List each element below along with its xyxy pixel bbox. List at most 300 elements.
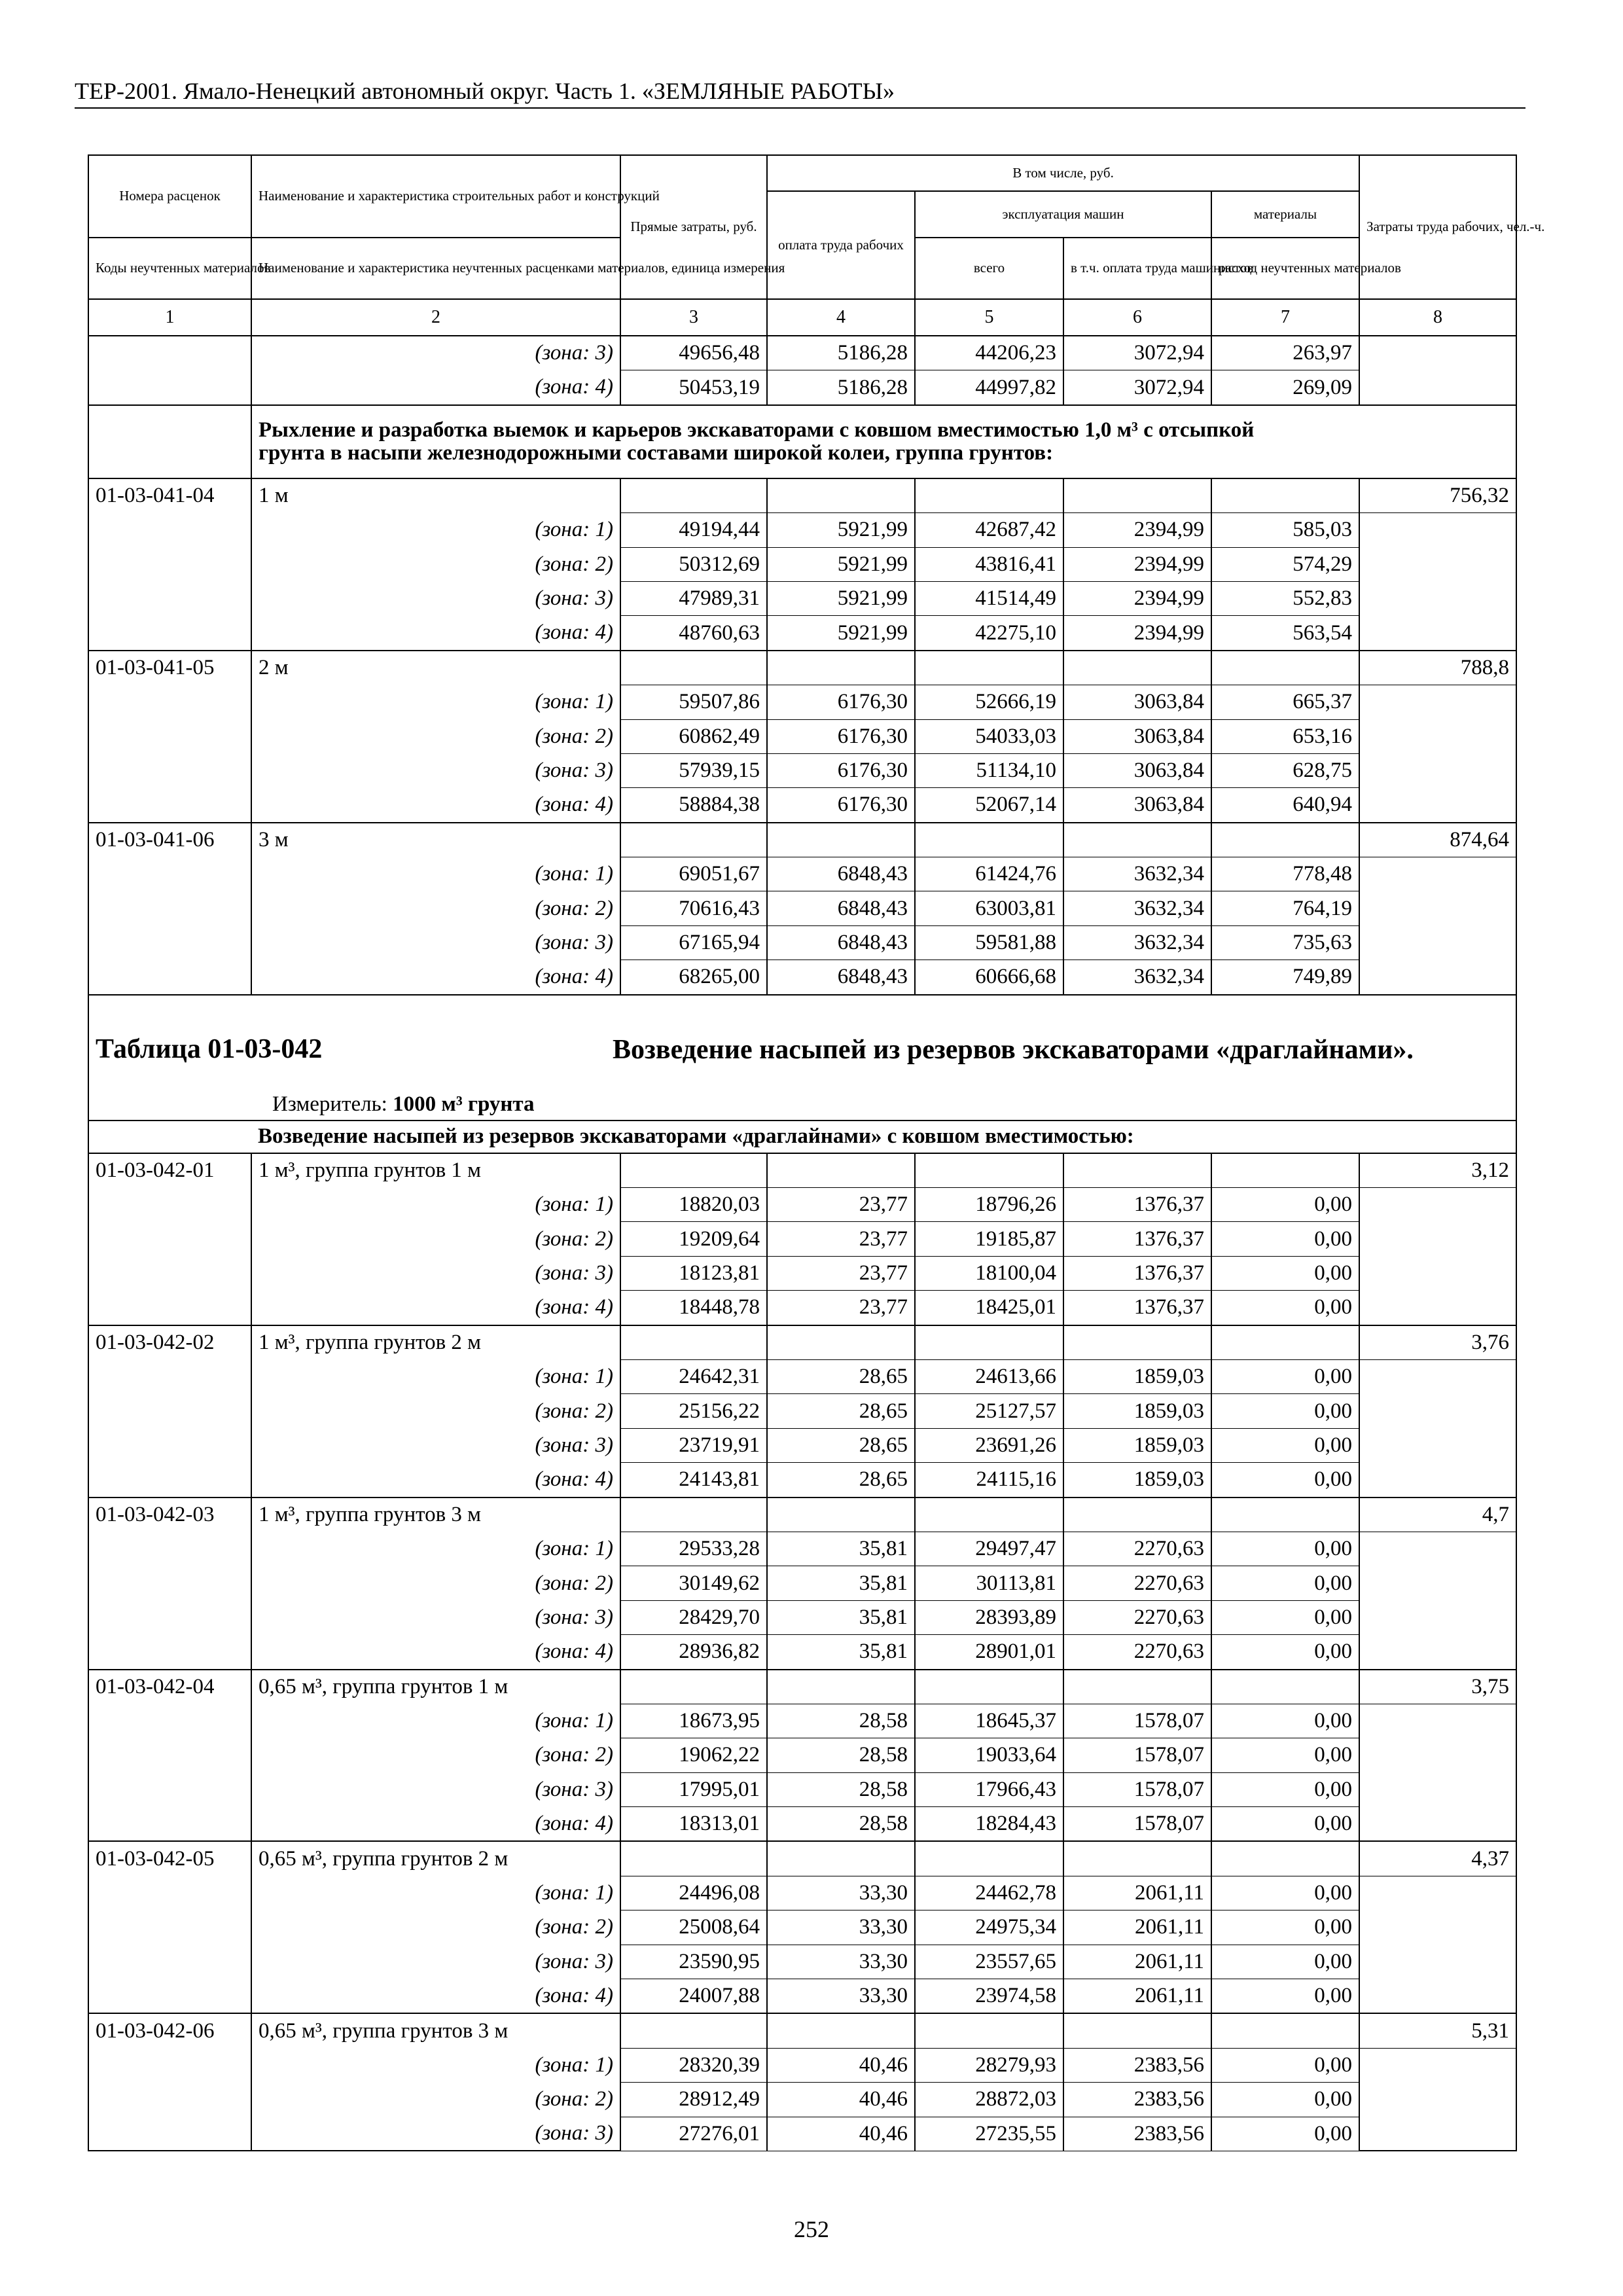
empty-cell bbox=[88, 1876, 251, 1910]
header-materials: материалы bbox=[1211, 191, 1359, 238]
operators-pay: 2061,11 bbox=[1063, 1979, 1211, 2014]
direct-costs: 58884,38 bbox=[620, 788, 767, 823]
zone-label: (зона: 3) bbox=[251, 581, 620, 615]
machines-total: 18425,01 bbox=[915, 1291, 1063, 1325]
machines-total: 51134,10 bbox=[915, 753, 1063, 787]
materials-usage: 0,00 bbox=[1211, 1566, 1359, 1600]
machines-total: 28901,01 bbox=[915, 1635, 1063, 1670]
zone-row bbox=[88, 336, 1516, 370]
machines-total: 42275,10 bbox=[915, 616, 1063, 651]
empty-cell bbox=[620, 478, 767, 513]
empty-cell bbox=[1359, 960, 1516, 995]
zone-label: (зона: 3) bbox=[251, 1772, 620, 1806]
materials-usage: 735,63 bbox=[1211, 925, 1359, 960]
empty-cell bbox=[915, 823, 1063, 857]
zone-row bbox=[88, 1738, 1516, 1772]
direct-costs: 23590,95 bbox=[620, 1945, 767, 1979]
direct-costs: 69051,67 bbox=[620, 857, 767, 891]
operators-pay: 3632,34 bbox=[1063, 925, 1211, 960]
direct-costs: 25008,64 bbox=[620, 1910, 767, 1945]
empty-cell bbox=[1359, 1910, 1516, 1945]
materials-usage: 0,00 bbox=[1211, 1532, 1359, 1566]
materials-usage: 563,54 bbox=[1211, 616, 1359, 651]
rate-name: 1 м bbox=[251, 478, 620, 513]
empty-cell bbox=[1359, 891, 1516, 925]
empty-cell bbox=[88, 1359, 251, 1393]
direct-costs: 47989,31 bbox=[620, 581, 767, 615]
direct-costs: 24007,88 bbox=[620, 1979, 767, 2014]
direct-costs: 27276,01 bbox=[620, 2117, 767, 2151]
labor-pay: 5921,99 bbox=[767, 547, 915, 581]
materials-usage: 778,48 bbox=[1211, 857, 1359, 891]
materials-usage: 0,00 bbox=[1211, 1256, 1359, 1290]
zone-label: (зона: 3) bbox=[251, 1600, 620, 1634]
labor-hours: 4,37 bbox=[1359, 1841, 1516, 1876]
empty-cell bbox=[1359, 1704, 1516, 1738]
machines-total: 52067,14 bbox=[915, 788, 1063, 823]
labor-pay: 33,30 bbox=[767, 1979, 915, 2014]
zone-label: (зона: 3) bbox=[251, 753, 620, 787]
empty-cell bbox=[620, 1841, 767, 1876]
measure-unit: Измеритель: 1000 м³ грунта bbox=[272, 1092, 535, 1116]
zone-label: (зона: 1) bbox=[251, 1704, 620, 1738]
rate-name: 0,65 м³, группа грунтов 1 м bbox=[251, 1670, 620, 1704]
empty-cell bbox=[1211, 1670, 1359, 1704]
empty-cell bbox=[1211, 651, 1359, 685]
empty-cell bbox=[1063, 1153, 1211, 1188]
machines-total: 24462,78 bbox=[915, 1876, 1063, 1910]
rate-code-row bbox=[88, 2013, 1516, 2048]
empty-cell bbox=[88, 891, 251, 925]
zone-row bbox=[88, 1188, 1516, 1222]
empty-cell bbox=[767, 651, 915, 685]
direct-costs: 18313,01 bbox=[620, 1807, 767, 1842]
zone-row bbox=[88, 1359, 1516, 1393]
operators-pay: 2270,63 bbox=[1063, 1566, 1211, 1600]
materials-usage: 0,00 bbox=[1211, 1291, 1359, 1325]
materials-usage: 0,00 bbox=[1211, 2048, 1359, 2082]
materials-usage: 640,94 bbox=[1211, 788, 1359, 823]
direct-costs: 24496,08 bbox=[620, 1876, 767, 1910]
rate-code-row bbox=[88, 1841, 1516, 1876]
rate-name: 0,65 м³, группа грунтов 2 м bbox=[251, 1841, 620, 1876]
empty-cell bbox=[915, 478, 1063, 513]
operators-pay: 3632,34 bbox=[1063, 891, 1211, 925]
operators-pay: 3632,34 bbox=[1063, 857, 1211, 891]
direct-costs: 17995,01 bbox=[620, 1772, 767, 1806]
materials-usage: 0,00 bbox=[1211, 1979, 1359, 2014]
labor-pay: 33,30 bbox=[767, 1945, 915, 1979]
rate-code-row bbox=[88, 1325, 1516, 1360]
empty-cell bbox=[1063, 1670, 1211, 1704]
zone-row bbox=[88, 370, 1516, 405]
column-number: 7 bbox=[1211, 299, 1359, 336]
labor-pay: 28,65 bbox=[767, 1463, 915, 1498]
materials-usage: 0,00 bbox=[1211, 1635, 1359, 1670]
zone-row bbox=[88, 1979, 1516, 2014]
section-title: Возведение насыпей из резервов экскаваторами «драглайнами» с ковшом вместимостью: bbox=[251, 1121, 1516, 1153]
materials-usage: 0,00 bbox=[1211, 1600, 1359, 1634]
header-rate-numbers: Номера расценок bbox=[88, 155, 251, 238]
materials-usage: 0,00 bbox=[1211, 1463, 1359, 1498]
zone-label: (зона: 1) bbox=[251, 685, 620, 719]
operators-pay: 3632,34 bbox=[1063, 960, 1211, 995]
machines-total: 44206,23 bbox=[915, 336, 1063, 370]
direct-costs: 67165,94 bbox=[620, 925, 767, 960]
zone-label: (зона: 2) bbox=[251, 1222, 620, 1256]
header-labor-pay: оплата труда рабочих bbox=[767, 191, 915, 299]
empty-cell bbox=[88, 1394, 251, 1428]
zone-label: (зона: 2) bbox=[251, 1394, 620, 1428]
operators-pay: 2383,56 bbox=[1063, 2083, 1211, 2117]
empty-cell bbox=[88, 857, 251, 891]
zone-label: (зона: 2) bbox=[251, 1910, 620, 1945]
empty-cell bbox=[620, 2013, 767, 2048]
materials-usage: 574,29 bbox=[1211, 547, 1359, 581]
carryover-rows bbox=[88, 336, 1516, 405]
labor-pay: 6848,43 bbox=[767, 857, 915, 891]
empty-cell bbox=[88, 2048, 251, 2082]
zone-row bbox=[88, 1463, 1516, 1498]
empty-cell bbox=[620, 1325, 767, 1360]
empty-cell bbox=[1359, 1738, 1516, 1772]
empty-cell bbox=[1359, 857, 1516, 891]
empty-cell bbox=[1359, 685, 1516, 719]
column-number: 1 bbox=[88, 299, 251, 336]
operators-pay: 2061,11 bbox=[1063, 1910, 1211, 1945]
empty-cell bbox=[1359, 1807, 1516, 1842]
rate-name: 1 м³, группа грунтов 3 м bbox=[251, 1498, 620, 1532]
empty-cell bbox=[88, 1532, 251, 1566]
empty-cell bbox=[1211, 1498, 1359, 1532]
zone-label: (зона: 4) bbox=[251, 1291, 620, 1325]
labor-hours: 3,75 bbox=[1359, 1670, 1516, 1704]
empty-cell bbox=[767, 823, 915, 857]
empty-cell bbox=[620, 651, 767, 685]
machines-total: 18284,43 bbox=[915, 1807, 1063, 1842]
empty-cell bbox=[1359, 513, 1516, 547]
operators-pay: 2394,99 bbox=[1063, 547, 1211, 581]
direct-costs: 49656,48 bbox=[620, 336, 767, 370]
zone-row bbox=[88, 581, 1516, 615]
operators-pay: 3063,84 bbox=[1063, 719, 1211, 753]
machines-total: 61424,76 bbox=[915, 857, 1063, 891]
empty-cell bbox=[1063, 2013, 1211, 2048]
materials-usage: 0,00 bbox=[1211, 1876, 1359, 1910]
rate-code: 01-03-042-05 bbox=[88, 1841, 251, 1876]
empty-cell bbox=[1359, 1256, 1516, 1290]
rate-code: 01-03-042-02 bbox=[88, 1325, 251, 1360]
header-including: В том числе, руб. bbox=[767, 155, 1359, 191]
machines-total: 42687,42 bbox=[915, 513, 1063, 547]
operators-pay: 1376,37 bbox=[1063, 1188, 1211, 1222]
zone-label: (зона: 2) bbox=[251, 547, 620, 581]
empty-cell bbox=[88, 1566, 251, 1600]
operators-pay: 3072,94 bbox=[1063, 336, 1211, 370]
labor-pay: 35,81 bbox=[767, 1532, 915, 1566]
materials-usage: 0,00 bbox=[1211, 1910, 1359, 1945]
machines-total: 44997,82 bbox=[915, 370, 1063, 405]
rate-name: 1 м³, группа грунтов 2 м bbox=[251, 1325, 620, 1360]
machines-total: 30113,81 bbox=[915, 1566, 1063, 1600]
empty-cell bbox=[1063, 1325, 1211, 1360]
header-labor-hours: Затраты труда рабочих, чел.-ч. bbox=[1359, 155, 1516, 299]
empty-cell bbox=[767, 2013, 915, 2048]
empty-cell bbox=[1359, 1772, 1516, 1806]
zone-row bbox=[88, 1807, 1516, 1842]
machines-total: 60666,68 bbox=[915, 960, 1063, 995]
labor-pay: 28,65 bbox=[767, 1428, 915, 1462]
labor-pay: 35,81 bbox=[767, 1635, 915, 1670]
labor-pay: 40,46 bbox=[767, 2083, 915, 2117]
zone-row bbox=[88, 1566, 1516, 1600]
machines-total: 19185,87 bbox=[915, 1222, 1063, 1256]
header-machines-total: всего bbox=[915, 238, 1063, 299]
zone-row bbox=[88, 1704, 1516, 1738]
empty-cell bbox=[1063, 1498, 1211, 1532]
empty-cell bbox=[1359, 1979, 1516, 2014]
zone-label: (зона: 4) bbox=[251, 960, 620, 995]
operators-pay: 2394,99 bbox=[1063, 616, 1211, 651]
labor-hours: 5,31 bbox=[1359, 2013, 1516, 2048]
zone-label: (зона: 1) bbox=[251, 1876, 620, 1910]
operators-pay: 3063,84 bbox=[1063, 753, 1211, 787]
empty-cell bbox=[88, 1910, 251, 1945]
rate-code-row bbox=[88, 1498, 1516, 1532]
materials-usage: 0,00 bbox=[1211, 1807, 1359, 1842]
direct-costs: 60862,49 bbox=[620, 719, 767, 753]
direct-costs: 18448,78 bbox=[620, 1291, 767, 1325]
empty-cell bbox=[88, 616, 251, 651]
zone-label: (зона: 2) bbox=[251, 1566, 620, 1600]
rate-code: 01-03-041-06 bbox=[88, 823, 251, 857]
zone-row bbox=[88, 1772, 1516, 1806]
labor-pay: 6176,30 bbox=[767, 753, 915, 787]
rates-table bbox=[88, 154, 1545, 2151]
empty-cell bbox=[1359, 1428, 1516, 1462]
machines-total: 52666,19 bbox=[915, 685, 1063, 719]
empty-cell bbox=[88, 1188, 251, 1222]
operators-pay: 2383,56 bbox=[1063, 2117, 1211, 2151]
rate-code-row bbox=[88, 1153, 1516, 1188]
header-operators-pay: в т.ч. оплата труда машинистов bbox=[1063, 238, 1211, 299]
empty-cell bbox=[1063, 823, 1211, 857]
operators-pay: 1376,37 bbox=[1063, 1222, 1211, 1256]
empty-cell bbox=[620, 1498, 767, 1532]
empty-cell bbox=[1359, 616, 1516, 651]
empty-cell bbox=[1359, 788, 1516, 823]
rate-name: 3 м bbox=[251, 823, 620, 857]
labor-pay: 28,58 bbox=[767, 1807, 915, 1842]
zone-label: (зона: 1) bbox=[251, 857, 620, 891]
zone-label: (зона: 4) bbox=[251, 1635, 620, 1670]
labor-pay: 23,77 bbox=[767, 1256, 915, 1290]
empty-cell bbox=[1359, 1876, 1516, 1910]
labor-pay: 6176,30 bbox=[767, 685, 915, 719]
zone-label: (зона: 3) bbox=[251, 1945, 620, 1979]
operators-pay: 3072,94 bbox=[1063, 370, 1211, 405]
empty-cell bbox=[1063, 478, 1211, 513]
empty-cell bbox=[88, 1428, 251, 1462]
empty-cell bbox=[1359, 336, 1516, 370]
empty-cell bbox=[1063, 651, 1211, 685]
zone-row bbox=[88, 1635, 1516, 1670]
labor-pay: 6848,43 bbox=[767, 960, 915, 995]
zone-row bbox=[88, 1222, 1516, 1256]
machines-total: 19033,64 bbox=[915, 1738, 1063, 1772]
zone-row bbox=[88, 616, 1516, 651]
labor-hours: 788,8 bbox=[1359, 651, 1516, 685]
labor-pay: 23,77 bbox=[767, 1222, 915, 1256]
operators-pay: 2061,11 bbox=[1063, 1876, 1211, 1910]
zone-row bbox=[88, 1945, 1516, 1979]
empty-cell bbox=[1359, 925, 1516, 960]
direct-costs: 49194,44 bbox=[620, 513, 767, 547]
zone-row bbox=[88, 753, 1516, 787]
labor-pay: 28,58 bbox=[767, 1738, 915, 1772]
machines-total: 28393,89 bbox=[915, 1600, 1063, 1634]
machines-total: 24115,16 bbox=[915, 1463, 1063, 1498]
zone-label: (зона: 4) bbox=[251, 1979, 620, 2014]
empty-cell bbox=[88, 1772, 251, 1806]
empty-cell bbox=[1359, 1222, 1516, 1256]
direct-costs: 30149,62 bbox=[620, 1566, 767, 1600]
empty-cell bbox=[88, 513, 251, 547]
empty-cell bbox=[88, 2117, 251, 2151]
operators-pay: 2270,63 bbox=[1063, 1635, 1211, 1670]
operators-pay: 2394,99 bbox=[1063, 581, 1211, 615]
zone-row bbox=[88, 1394, 1516, 1428]
zone-row bbox=[88, 857, 1516, 891]
table-title: Возведение насыпей из резервов экскаваторами «драглайнами». bbox=[613, 1034, 1414, 1065]
empty-cell bbox=[88, 1256, 251, 1290]
empty-cell bbox=[1359, 1532, 1516, 1566]
machines-total: 28872,03 bbox=[915, 2083, 1063, 2117]
operators-pay: 1859,03 bbox=[1063, 1428, 1211, 1462]
machines-total: 43816,41 bbox=[915, 547, 1063, 581]
direct-costs: 23719,91 bbox=[620, 1428, 767, 1462]
empty-cell bbox=[88, 960, 251, 995]
empty-cell bbox=[767, 1153, 915, 1188]
zone-row bbox=[88, 925, 1516, 960]
direct-costs: 24143,81 bbox=[620, 1463, 767, 1498]
materials-usage: 0,00 bbox=[1211, 2083, 1359, 2117]
machines-total: 18645,37 bbox=[915, 1704, 1063, 1738]
empty-cell bbox=[620, 1153, 767, 1188]
empty-cell bbox=[88, 753, 251, 787]
machines-total: 23691,26 bbox=[915, 1428, 1063, 1462]
rate-code-row bbox=[88, 823, 1516, 857]
materials-usage: 0,00 bbox=[1211, 1188, 1359, 1222]
empty-cell bbox=[88, 581, 251, 615]
labor-pay: 35,81 bbox=[767, 1566, 915, 1600]
operators-pay: 1578,07 bbox=[1063, 1738, 1211, 1772]
empty-cell bbox=[1359, 370, 1516, 405]
empty-cell bbox=[1359, 1600, 1516, 1634]
zone-row bbox=[88, 1876, 1516, 1910]
direct-costs: 28429,70 bbox=[620, 1600, 767, 1634]
header-material-codes: Коды неучтенных материалов bbox=[88, 238, 251, 299]
empty-cell bbox=[767, 1670, 915, 1704]
section-041-heading bbox=[88, 405, 1516, 478]
column-number: 4 bbox=[767, 299, 915, 336]
machines-total: 23974,58 bbox=[915, 1979, 1063, 2014]
zone-label: (зона: 2) bbox=[251, 891, 620, 925]
empty-cell bbox=[915, 1841, 1063, 1876]
zone-label: (зона: 2) bbox=[251, 1738, 620, 1772]
materials-usage: 0,00 bbox=[1211, 1738, 1359, 1772]
operators-pay: 2061,11 bbox=[1063, 1945, 1211, 1979]
operators-pay: 2270,63 bbox=[1063, 1600, 1211, 1634]
zone-row bbox=[88, 891, 1516, 925]
rate-name: 0,65 м³, группа грунтов 3 м bbox=[251, 2013, 620, 2048]
materials-usage: 0,00 bbox=[1211, 1772, 1359, 1806]
materials-usage: 269,09 bbox=[1211, 370, 1359, 405]
zone-label: (зона: 1) bbox=[251, 1188, 620, 1222]
machines-total: 18100,04 bbox=[915, 1256, 1063, 1290]
operators-pay: 2270,63 bbox=[1063, 1532, 1211, 1566]
direct-costs: 48760,63 bbox=[620, 616, 767, 651]
labor-hours: 3,12 bbox=[1359, 1153, 1516, 1188]
materials-usage: 0,00 bbox=[1211, 1428, 1359, 1462]
zone-label: (зона: 1) bbox=[251, 1532, 620, 1566]
header-materials-usage: расход неучтенных материалов bbox=[1211, 238, 1359, 299]
empty-cell bbox=[915, 2013, 1063, 2048]
page-header: ТЕР-2001. Ямало-Ненецкий автономный округ. Часть 1. «ЗЕМЛЯНЫЕ РАБОТЫ» bbox=[75, 78, 895, 104]
section-042-rows bbox=[88, 1153, 1516, 2151]
labor-pay: 5186,28 bbox=[767, 370, 915, 405]
zone-label: (зона: 1) bbox=[251, 513, 620, 547]
rate-code: 01-03-042-04 bbox=[88, 1670, 251, 1704]
empty-cell bbox=[1359, 547, 1516, 581]
empty-cell bbox=[88, 1807, 251, 1842]
empty-cell bbox=[88, 336, 251, 370]
zone-row bbox=[88, 960, 1516, 995]
labor-pay: 6176,30 bbox=[767, 719, 915, 753]
machines-total: 54033,03 bbox=[915, 719, 1063, 753]
labor-pay: 5921,99 bbox=[767, 513, 915, 547]
empty-cell bbox=[767, 1498, 915, 1532]
direct-costs: 18673,95 bbox=[620, 1704, 767, 1738]
empty-cell bbox=[1359, 1291, 1516, 1325]
labor-pay: 5921,99 bbox=[767, 616, 915, 651]
header-material-names: Наименование и характеристика неучтенных расценками материалов, единица измерения bbox=[251, 238, 620, 299]
empty-cell bbox=[88, 1291, 251, 1325]
empty-cell bbox=[1359, 719, 1516, 753]
empty-cell bbox=[1359, 1635, 1516, 1670]
materials-usage: 585,03 bbox=[1211, 513, 1359, 547]
zone-label: (зона: 1) bbox=[251, 2048, 620, 2082]
zone-row bbox=[88, 685, 1516, 719]
zone-label: (зона: 3) bbox=[251, 1256, 620, 1290]
labor-hours: 756,32 bbox=[1359, 478, 1516, 513]
header-work-name: Наименование и характеристика строительных работ и конструкций bbox=[251, 155, 620, 238]
empty-cell bbox=[1359, 581, 1516, 615]
zone-row bbox=[88, 719, 1516, 753]
materials-usage: 628,75 bbox=[1211, 753, 1359, 787]
direct-costs: 18123,81 bbox=[620, 1256, 767, 1290]
labor-pay: 35,81 bbox=[767, 1600, 915, 1634]
machines-total: 17966,43 bbox=[915, 1772, 1063, 1806]
materials-usage: 0,00 bbox=[1211, 1222, 1359, 1256]
materials-usage: 0,00 bbox=[1211, 1704, 1359, 1738]
section-041-rows bbox=[88, 478, 1516, 995]
machines-total: 59581,88 bbox=[915, 925, 1063, 960]
column-number: 6 bbox=[1063, 299, 1211, 336]
labor-hours: 874,64 bbox=[1359, 823, 1516, 857]
empty-cell bbox=[1211, 1153, 1359, 1188]
table-number: Таблица 01-03-042 bbox=[96, 1033, 323, 1064]
